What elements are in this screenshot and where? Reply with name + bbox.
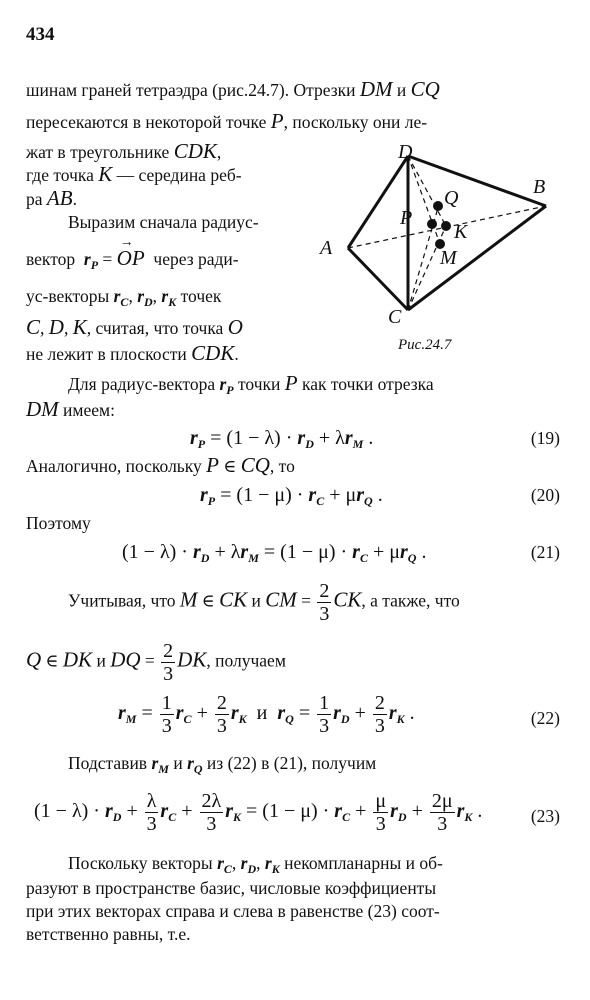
equation-20: $r_P = (1 - \mu) \cdot r_C + \mu r_Q$ . [200, 484, 383, 508]
label-M: M [440, 247, 457, 269]
text-line: Поскольку векторы $r_C$, $r_D$, $r_K$ некомпланарны и об- [68, 853, 443, 876]
line-DM [408, 156, 440, 244]
equation-number: (23) [530, 806, 560, 826]
text-line: разуют в пространстве базис, числовые коэффициенты [26, 878, 437, 898]
text-line: Для радиус-вектора $r_P$ точки P как точки отрезка [68, 371, 434, 397]
equation-number: (21) [530, 542, 560, 562]
edge-AC [348, 248, 408, 310]
figure-caption: Рис.24.7 [398, 337, 452, 353]
label-P: P [400, 207, 413, 229]
text-line: Подставив $r_M$ и $r_Q$ из (22) в (21), получим [68, 753, 377, 776]
label-K: K [454, 221, 468, 243]
label-A: A [320, 237, 333, 259]
text-line: ветственно равны, т.е. [26, 924, 191, 944]
text-line: где точка K — середина реб- [26, 162, 242, 186]
text-line: Выразим сначала радиус- [68, 212, 259, 232]
text-line: Аналогично, поскольку P ∈ CQ, то [26, 453, 295, 477]
point-P [427, 219, 437, 229]
equation-22: $r_M$ = $\frac{1}{3}$ $r_C$ + $\frac{2}{3}$ $r_K$ и $r_Q$ = $\frac{1}{3}$ $r_D$ + $\frac{2}{3}$ $r_K$ . [118, 692, 415, 737]
equation-number: (22) [530, 708, 560, 728]
point-Q [433, 201, 443, 211]
point-K [441, 221, 451, 231]
text-line: C, D, K, считая, что точка O [26, 315, 243, 339]
text-line: DM имеем: [26, 397, 115, 421]
equation-19: $r_P = (1 - \lambda) \cdot r_D + \lambda r_M$ . [190, 427, 374, 451]
text-line: ус-векторы $r_C$, $r_D$, $r_K$ точек [26, 286, 222, 309]
text-line: жат в треугольнике CDK, [26, 139, 222, 163]
text-line: Поэтому [26, 513, 91, 533]
edge-DB [408, 156, 546, 206]
text-line: ра AB. [26, 186, 77, 210]
equation-number: (20) [530, 485, 560, 505]
text-line: Учитывая, что M ∈ CK и CM = $\frac{2}{3}$ CK, а также, что [68, 580, 460, 625]
text-line: при этих векторах справа и слева в равенстве (23) соот- [26, 901, 440, 921]
label-Q: Q [444, 187, 459, 209]
label-C: C [388, 306, 402, 328]
edge-DA [348, 156, 408, 248]
equation-number: (19) [530, 428, 560, 448]
text-line: не лежит в плоскости CDK. [26, 341, 239, 365]
text-line: Q ∈ DK и DQ = $\frac{2}{3}$ DK, получаем [26, 640, 286, 685]
equation-21: $(1 - \lambda) \cdot r_D + \lambda r_M = (1 - \mu) \cdot r_C + \mu r_Q$ . [122, 541, 427, 565]
equation-23: $(1 - \lambda) \cdot r_D$ + $\frac{\lambda}{3}$ $r_C$ + $\frac{2\lambda}{3}$ $r_K = (1 - \mu) \cdot r_C$ + $\frac{\mu}{3}$ $r_D$ + $\frac{2\mu}{3}$ $r_K$ . [34, 790, 483, 835]
label-D: D [398, 141, 413, 163]
text-line: шинам граней тетраэдра (рис.24.7). Отрезки DM и CQ [26, 77, 440, 101]
text-line: вектор $r_P$ = OP → через ради- [26, 235, 239, 272]
tetrahedron-figure [318, 138, 558, 328]
text-line: пересекаются в некоторой точке P, поскольку они ле- [26, 109, 428, 133]
label-B: B [533, 176, 546, 198]
page-number: 434 [26, 24, 55, 45]
